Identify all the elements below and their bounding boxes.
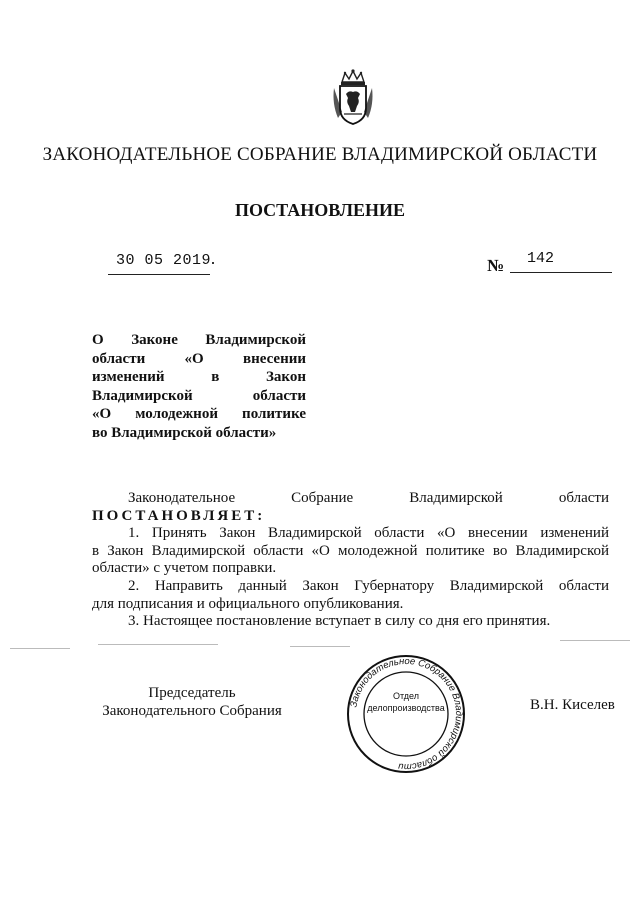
signatory-title-line: Законодательного Собрания (102, 703, 282, 719)
scan-artifact-line (560, 640, 630, 641)
document-date: 30 05 2019 (116, 252, 212, 269)
item-1-line: 1. Принять Закон Владимирской области «О внесении изменений (128, 525, 609, 542)
item-2-line: 2. Направить данный Закон Губернатору Владимирской области (128, 577, 609, 594)
signatory-title-line: Председатель (148, 685, 236, 701)
subject-line: области «О внесении (92, 350, 306, 367)
resolves-heading: ПОСТАНОВЛЯЕТ: (92, 507, 266, 524)
item-2-line: для подписания и официального опубликования. (92, 595, 404, 612)
subject-line: «О молодежной политике (92, 406, 306, 422)
resolution-body (92, 490, 609, 631)
scan-artifact-line (10, 648, 70, 649)
subject-line: О Законе Владимирской (92, 332, 306, 348)
stamp-center-line: делопроизводства (367, 703, 445, 713)
number-underline (510, 272, 612, 273)
stamp-center-line: Отдел (392, 691, 420, 701)
item-3-line: 3. Настоящее постановление вступает в силу со дня его принятия. (128, 613, 551, 630)
official-stamp (340, 655, 472, 773)
body-intro: Законодательное Собрание Владимирской области (128, 490, 609, 506)
date-mark (212, 262, 214, 264)
number-label: № (487, 256, 505, 275)
document-type-title: ПОСТАНОВЛЕНИЕ (234, 200, 406, 220)
subject-line: Владимирской области (92, 387, 306, 404)
subject-line: изменений в Закон (92, 369, 306, 385)
stamp-ring-text: Законодательное Собрание Владимирской области (348, 655, 465, 773)
organization-title: ЗАКОНОДАТЕЛЬНОЕ СОБРАНИЕ ВЛАДИМИРСКОЙ ОБЛАСТИ (42, 144, 598, 165)
document-number: 142 (527, 250, 555, 267)
coat-of-arms-emblem (330, 68, 376, 126)
signatory-name: В.Н. Киселев (530, 697, 615, 713)
item-1-line: области» с учетом поправки. (92, 560, 277, 577)
resolution-subject (92, 331, 306, 442)
subject-line: во Владимирской области» (92, 424, 277, 441)
scan-artifact-line (290, 646, 350, 647)
stamp-center-text (362, 690, 450, 714)
item-1-line: в Закон Владимирской области «О молодежной политике во Владимирской (92, 542, 609, 559)
signatory-title (92, 684, 292, 720)
date-underline (108, 274, 210, 275)
scan-artifact-line (98, 644, 218, 645)
